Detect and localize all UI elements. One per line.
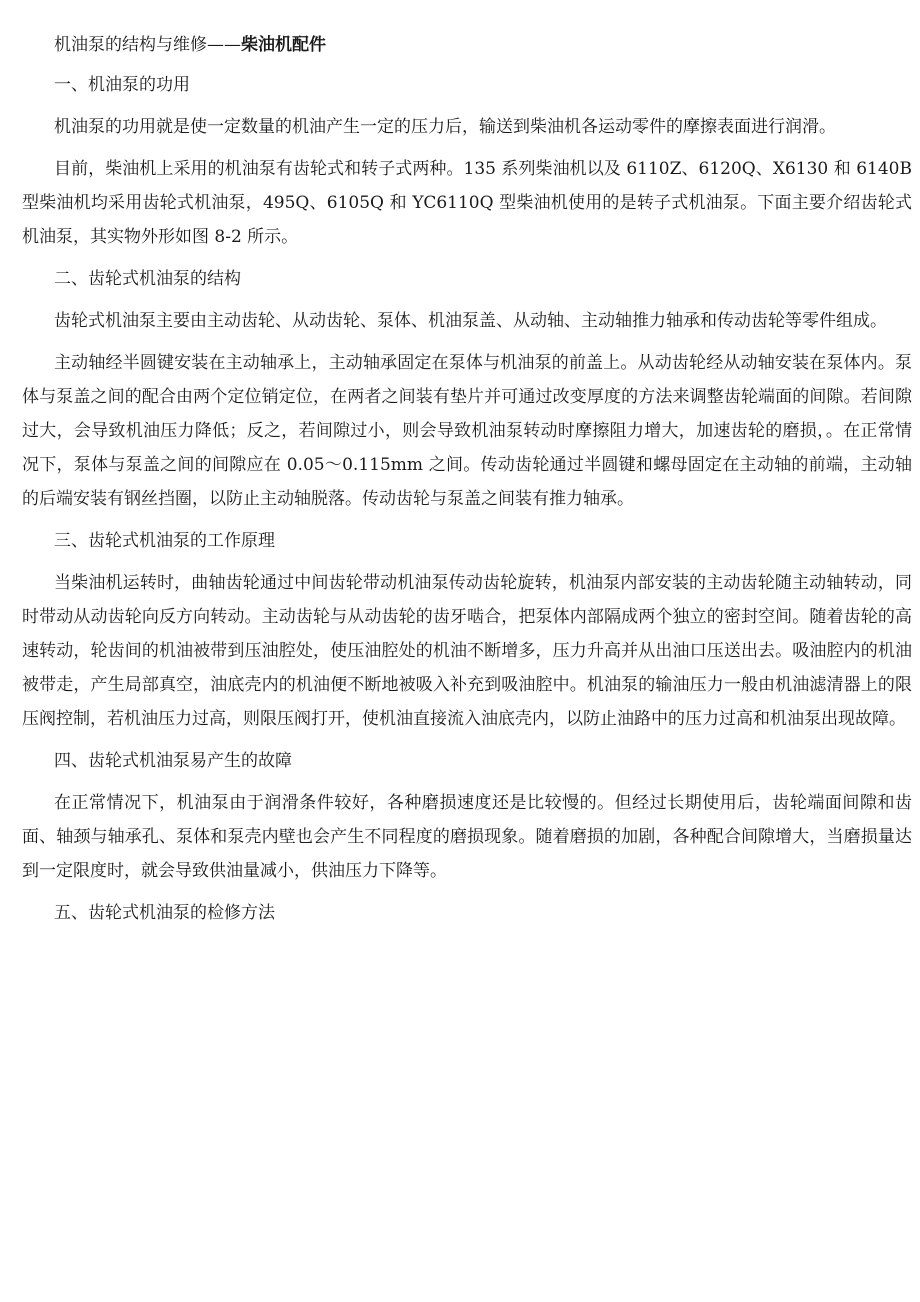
section-2-paragraph-1: 齿轮式机油泵主要由主动齿轮、从动齿轮、泵体、机油泵盖、从动轴、主动轴推力轴承和传动齿轮等零件组成。: [54, 311, 887, 331]
section-5-heading: 五、齿轮式机油泵的检修方法: [54, 903, 275, 923]
section-1-paragraph-1: 机油泵的功用就是使一定数量的机油产生一定的压力后，输送到柴油机各运动零件的摩擦表面进行润滑。: [54, 117, 836, 137]
section-2-paragraph-2: 主动轴经半圆键安装在主动轴承上，主动轴承固定在泵体与机油泵的前盖上。从动齿轮经从动轴安装在泵体内。泵体与泵盖之间的配合由两个定位销定位，在两者之间装有垫片并可通过改变厚度的方法来调整齿轮端面的间隙。若间隙过大，会导致机油压力降低；反之，若间隙过小，则会导致机油泵转动时摩擦阻力增大，加速齿轮的磨损，。在正常情况下，泵体与泵盖之间的间隙应在 0.05～0.115mm 之间。传动齿轮通过半圆键和螺母固定在主动轴的前端，主动轴的后端安装有钢丝挡圈，以防止主动轴脱落。传动齿轮与泵盖之间装有推力轴承。: [22, 353, 912, 509]
section-3-heading: 三、齿轮式机油泵的工作原理: [54, 531, 275, 551]
title-bold-part: 柴油机配件: [241, 35, 326, 55]
section-4-heading: 四、齿轮式机油泵易产生的故障: [54, 751, 292, 771]
section-2-heading: 二、齿轮式机油泵的结构: [54, 269, 241, 289]
section-1-heading: 一、机油泵的功用: [54, 75, 190, 95]
document-body: [22, 28, 912, 938]
section-3-paragraph-1: 当柴油机运转时，曲轴齿轮通过中间齿轮带动机油泵传动齿轮旋转，机油泵内部安装的主动齿轮随主动轴转动，同时带动从动齿轮向反方向转动。主动齿轮与从动齿轮的齿牙啮合，把泵体内部隔成两个独立的密封空间。随着齿轮的高速转动，轮齿间的机油被带到压油腔处，使压油腔处的机油不断增多，压力升高并从出油口压送出去。吸油腔内的机油被带走，产生局部真空，油底壳内的机油便不断地被吸入补充到吸油腔中。机油泵的输油压力一般由机油滤清器上的限压阀控制，若机油压力过高，则限压阀打开，使机油直接流入油底壳内，以防止油路中的压力过高和机油泵出现故障。: [22, 573, 912, 729]
section-1-paragraph-2: 目前，柴油机上采用的机油泵有齿轮式和转子式两种。135 系列柴油机以及 6110Z、6120Q、X6130 和 6140B 型柴油机均采用齿轮式机油泵，495Q、6105Q 和 YC6110Q 型柴油机使用的是转子式机油泵。下面主要介绍齿轮式机油泵，其实物外形如图 8-2 所示。: [22, 159, 912, 247]
document-title: [22, 28, 912, 62]
title-prefix: 机油泵的结构与维修——: [54, 35, 241, 55]
section-4-paragraph-1: 在正常情况下，机油泵由于润滑条件较好，各种磨损速度还是比较慢的。但经过长期使用后，齿轮端面间隙和齿面、轴颈与轴承孔、泵体和泵壳内壁也会产生不同程度的磨损现象。随着磨损的加剧，各种配合间隙增大，当磨损量达到一定限度时，就会导致供油量减小，供油压力下降等。: [22, 793, 912, 881]
